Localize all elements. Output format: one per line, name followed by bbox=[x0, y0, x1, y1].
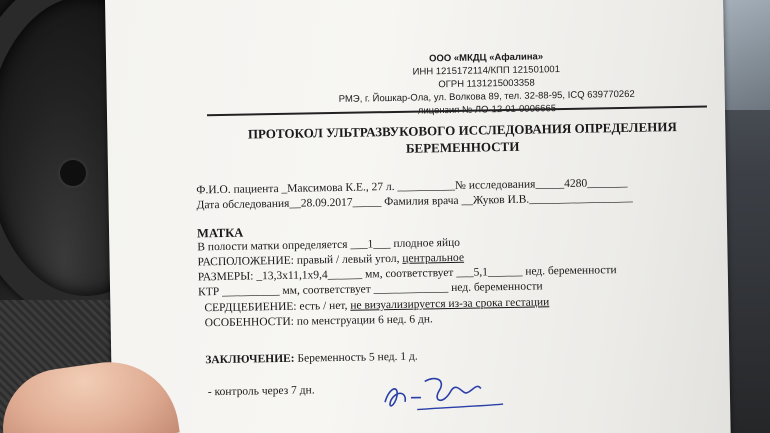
features-line: ОСОБЕННОСТИ: по менструации 6 нед. 6 дн. bbox=[204, 313, 433, 330]
patient-name-line: Ф.И.О. пациента _Максимова К.Е., 27 л. __________№ исследования_____4280_______ bbox=[196, 176, 628, 197]
heartbeat-value: не визуализируется из-за срока гестации bbox=[350, 296, 550, 312]
doctor-signature bbox=[377, 368, 508, 420]
position-line bbox=[197, 252, 464, 269]
uterus-heading: МАТКА bbox=[196, 225, 244, 241]
ultrasound-report-document bbox=[105, 0, 731, 433]
cavity-line: В полости матки определяется ___1___ плодное яйцо bbox=[197, 236, 461, 254]
exam-date-line: Дата обследования__28.09.2017_____ Фамилия врача __Жуков И.В.__________________ bbox=[196, 191, 633, 212]
conclusion-label: ЗАКЛЮЧЕНИЕ: bbox=[205, 352, 295, 367]
sizes-line: РАЗМЕРЫ: _13,3х11,1х9,4______ мм, соответствует ___5,1______ нед. беременности bbox=[197, 264, 617, 284]
position-value: центральное bbox=[402, 251, 465, 265]
report-title-line2: БЕРЕМЕННОСТИ bbox=[405, 138, 520, 156]
position-label: РАСПОЛОЖЕНИЕ: правый / левый угол, bbox=[197, 252, 403, 269]
ktr-line: КТР __________ мм, соответствует _____________ нед. беременности bbox=[198, 280, 543, 299]
company-name: ООО «МКДЦ «Афалина» bbox=[428, 51, 544, 65]
report-title bbox=[227, 118, 698, 160]
inn-kpp: ИНН 1215172114/КПП 121501001 bbox=[412, 64, 561, 78]
clinic-address: РМЭ, г. Йошкар-Ола, ул. Волкова 89, тел. 32-88-95, ICQ 639770262 bbox=[338, 88, 635, 105]
heartbeat-line bbox=[204, 296, 549, 314]
heartbeat-label: СЕРДЦЕБИЕНИЕ: есть / нет, bbox=[204, 299, 351, 315]
conclusion-line bbox=[205, 351, 418, 367]
control-knob bbox=[60, 160, 86, 186]
report-title-line1: ПРОТОКОЛ УЛЬТРАЗВУКОВОГО ИССЛЕДОВАНИЯ ОПРЕДЕЛЕНИЯ bbox=[247, 119, 677, 142]
ogrn: ОГРН 1131215003358 bbox=[438, 77, 535, 91]
conclusion-text: Беременность 5 нед. 1 д. bbox=[294, 350, 418, 365]
control-line: - контроль через 7 дн. bbox=[207, 384, 315, 399]
